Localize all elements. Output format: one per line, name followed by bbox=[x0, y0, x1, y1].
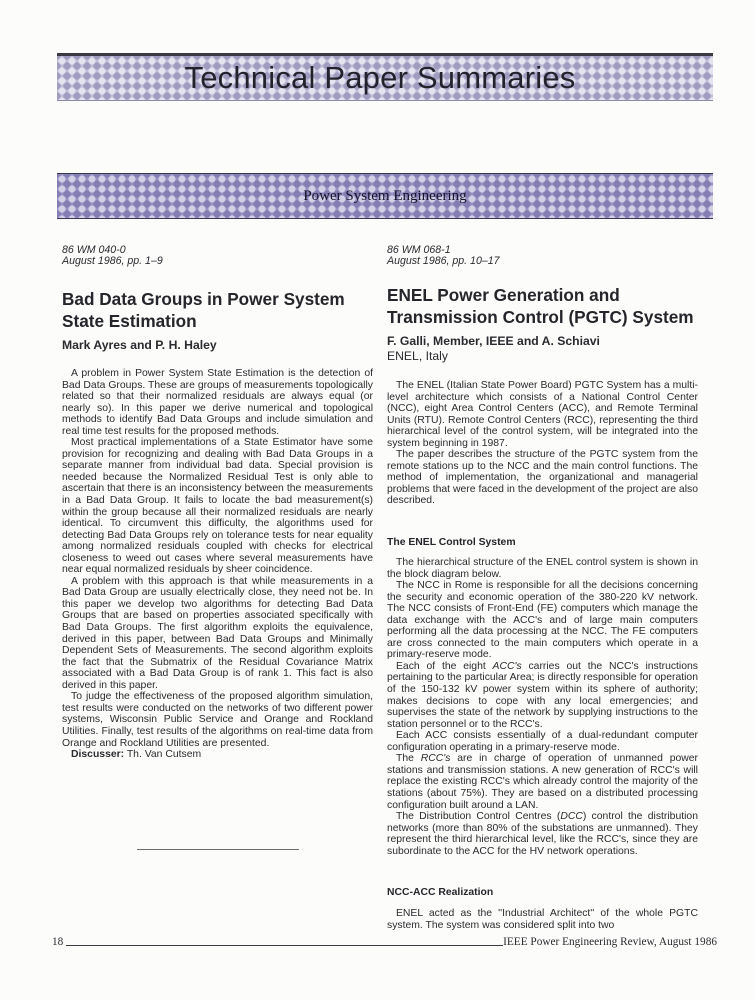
section-paragraph bbox=[387, 811, 698, 857]
emphasis-term: DCC bbox=[560, 811, 583, 823]
paper-abstract bbox=[62, 368, 373, 761]
section-paragraph bbox=[387, 661, 698, 730]
section-heading: NCC-ACC Realization bbox=[387, 887, 494, 899]
section-paragraph: The hierarchical structure of the ENEL control system is shown in the block diagram below. bbox=[387, 557, 698, 580]
paper-left-column bbox=[62, 245, 373, 761]
text-run: Each of the eight bbox=[396, 660, 493, 672]
section-paragraph: ENEL acted as the ''Industrial Architect'' of the whole PGTC system. The system was considered split into two bbox=[387, 908, 698, 931]
section-paragraph: The NCC in Rome is responsible for all the decisions concerning the security and economic operation of the 380-220 kV network. The NCC consists of Front-End (FE) computers which manage the data exchange with the ACC's and of large main computers performing all the data processing at the NCC. The FE computers are cross connected to the main computers which operate in a primary-reserve mode. bbox=[387, 580, 698, 661]
paper-ref-date: August 1986, pp. 1–9 bbox=[62, 255, 163, 267]
abstract-paragraph: A problem with this approach is that while measurements in a Bad Data Group are usually electrically close, they need not be. In this paper we develop two algorithms for detecting Bad Data Groups that are based on properties associated specifically with Bad Data Groups. The first algorithm exploits the equivalence, derived in this paper, between Bad Data Groups and Minimally Dependent Sets of Measurements. The second algorithm exploits the fact that the Submatrix of the Residual Covariance Matrix associated with a Bad Data Group is of rank 1. This fact is also derived in this paper. bbox=[62, 575, 373, 691]
text-run: The Distribution Control Centres ( bbox=[396, 811, 561, 823]
abstract-paragraph: To judge the effectiveness of the proposed algorithm simulation, test results were conducted on the networks of two different power systems, Wisconsin Public Service and Orange and Rockland Utilities. Finally, test results of the algorithms on real-time data from Orange and Rockland Utilities are presented. bbox=[62, 691, 373, 749]
separator-rule bbox=[137, 849, 299, 850]
paper-ref-number: 86 WM 068-1 bbox=[387, 244, 451, 256]
footer-rule bbox=[66, 945, 503, 946]
discusser-line bbox=[62, 749, 373, 761]
journal-name: IEEE Power Engineering Review, August 1986 bbox=[503, 936, 717, 948]
paper-authors: F. Galli, Member, IEEE and A. Schiavi bbox=[387, 334, 600, 348]
paper-authors: Mark Ayres and P. H. Haley bbox=[62, 338, 217, 352]
text-run: The bbox=[396, 753, 421, 765]
paper-ref-number: 86 WM 040-0 bbox=[62, 244, 126, 256]
intro-paragraph: The ENEL (Italian State Power Board) PGTC System has a multi-level architecture which consists of a National Control Center (NCC), eight Area Control Centers (ACC), and Remote Terminal Units (RTU). Remote Control Centers (RCC), representing the third hierarchical level of the control system, will be integrated into the system beginning in 1987. bbox=[387, 380, 698, 449]
text-run: carries out the NCC's instructions pertaining to the particular Area; is directly responsible for operation of the 150-132 kV power system within its sphere of authority; makes decisions to cope with any local emergencies; and supervises the state of the network by supplying instructions to the station personnel or to the RCC's. bbox=[387, 660, 698, 730]
paper-title: Bad Data Groups in Power System State Estimation bbox=[62, 289, 345, 331]
paper-ref-date: August 1986, pp. 10–17 bbox=[387, 255, 500, 267]
section-body bbox=[387, 557, 698, 857]
emphasis-term: ACC's bbox=[492, 660, 522, 672]
page-number: 18 bbox=[52, 936, 64, 948]
abstract-paragraph: Most practical implementations of a State Estimator have some provision for recognizing and dealing with Bad Data Groups in a separate manner from individual bad data. Special provision is needed because the Normalized Residual Test is only able to ascertain that there is an inconsistency between the measurements in a Bad Data Group. It fails to locate the bad measurement(s) within the group because all their normalized residuals are nearly identical. To circumvent this difficulty, the algorithms used for detecting Bad Data Groups rely on tolerance tests for near equality among normalized residuals coupled with checks for electrical closeness to weed out cases where several measurements have near equal normalized residuals by sheer coincidence. bbox=[62, 437, 373, 576]
paper-right-column bbox=[387, 245, 698, 931]
paper-intro bbox=[387, 380, 698, 507]
abstract-paragraph: A problem in Power System State Estimation is the detection of Bad Data Groups. These are groups of measurements topologically related so that their normalized residuals are always equal (or nearly so). In this paper we derive numerical and topological methods to identify Bad Data Groups and include simulation and real time test results for the proposed methods. bbox=[62, 368, 373, 437]
emphasis-term: RCC's bbox=[420, 753, 451, 765]
section-body bbox=[387, 908, 698, 931]
discusser-label: Discusser: bbox=[71, 749, 125, 761]
banner-title: Technical Paper Summaries bbox=[184, 60, 576, 95]
text-run: are in charge of operation of unmanned power stations and transmission stations. A new generation of RCC's will replace the existing RCC's which already control the majority of the stations (about 75%). They are based on a distributed processing configuration built around a LAN. bbox=[387, 753, 698, 811]
paper-affiliation: ENEL, Italy bbox=[387, 349, 448, 363]
text-run: ) control the distribution networks (more than 80% of the substations are unmanned). They represent the third hierarchical level, like the RCC's, since they are subordinate to the ACC for the HV network operations. bbox=[387, 811, 698, 857]
header-banner bbox=[57, 53, 713, 101]
paper-title: ENEL Power Generation and Transmission Control (PGTC) System bbox=[387, 285, 694, 327]
section-title: Power System Engineering bbox=[303, 187, 467, 204]
section-heading: The ENEL Control System bbox=[387, 537, 516, 549]
section-paragraph bbox=[387, 753, 698, 811]
intro-paragraph: The paper describes the structure of the PGTC system from the remote stations up to the NCC and the main control functions. The method of implementation, the organizational and managerial problems that were faced in the development of the project are also described. bbox=[387, 449, 698, 507]
section-banner bbox=[57, 173, 713, 219]
section-paragraph: Each ACC consists essentially of a dual-redundant computer configuration operating in a primary-reserve mode. bbox=[387, 730, 698, 753]
page-footer bbox=[52, 934, 717, 948]
discusser-name: Th. Van Cutsem bbox=[124, 749, 202, 761]
